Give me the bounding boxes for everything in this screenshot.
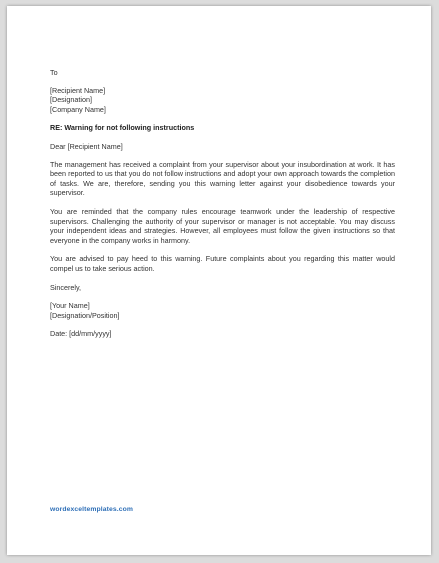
to-label: To <box>50 68 58 77</box>
subject-line: RE: Warning for not following instructions <box>50 123 195 133</box>
closing: Sincerely, <box>50 282 82 292</box>
letter-date: Date: [dd/mm/yyyy] <box>50 329 112 339</box>
paragraph-advice: You are advised to pay heed to this warning. Future complaints about you regarding this matter would compel us to take serious action. <box>50 254 395 273</box>
letter-body <box>50 68 395 339</box>
salutation: Dear [Recipient Name] <box>50 141 123 151</box>
recipient-name: [Recipient Name] <box>50 85 106 95</box>
website-link[interactable]: wordexceltemplates.com <box>50 506 134 513</box>
document-page <box>7 6 431 555</box>
recipient-company: [Company Name] <box>50 104 106 114</box>
paragraph-complaint: The management has received a complaint from your supervisor about your insubordination at work. It has been reported to us that you do not follow instructions and adopt your own approach towards the completion of tasks. We are, therefore, sending you this warning letter against your disobedience towards your supervisor. <box>50 159 395 198</box>
paragraph-reminder: You are reminded that the company rules encourage teamwork under the leadership of respective supervisors. Challenging the authority of your supervisor or manager is not acceptable. You may discuss your independent ideas and strategies. However, all employees must follow the given instructions so that everyone in the company works in harmony. <box>50 206 395 245</box>
recipient-designation: [Designation] <box>50 95 92 105</box>
sender-name: [Your Name] <box>50 301 90 311</box>
sender-position: [Designation/Position] <box>50 310 120 320</box>
